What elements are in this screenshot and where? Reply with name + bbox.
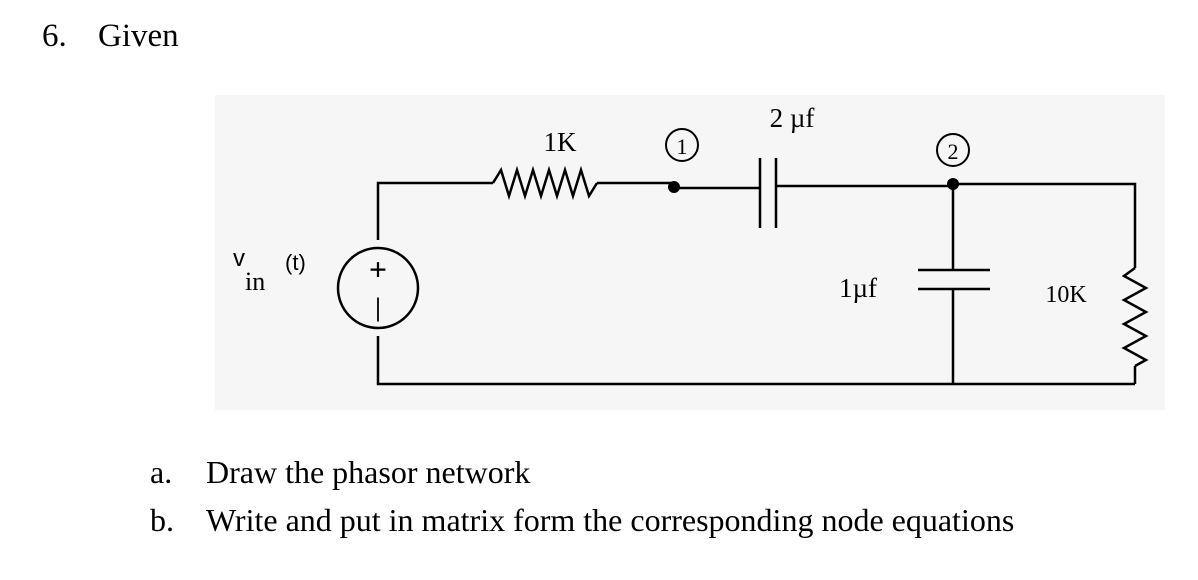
node1-junction	[668, 181, 680, 193]
part-b-letter: b.	[150, 502, 174, 538]
source-subscript: in	[245, 267, 266, 296]
node1-number: 1	[676, 134, 688, 159]
label-10k: 10K	[1045, 282, 1087, 308]
problem-title: Given	[98, 18, 179, 54]
question-parts	[150, 448, 1014, 544]
part-b-text: Write and put in matrix form the corresponding node equations	[206, 502, 1015, 538]
source-label: v	[233, 245, 245, 272]
node2-junction	[947, 178, 959, 190]
part-b	[150, 496, 1014, 544]
source-minus: |	[375, 293, 381, 322]
source-arg: (t)	[285, 250, 306, 275]
part-a-letter: a.	[150, 454, 173, 490]
problem-number: 6.	[42, 18, 67, 54]
label-1k: 1K	[543, 127, 577, 157]
label-2uf: 2 µf	[769, 103, 815, 133]
part-a	[150, 448, 1014, 496]
node2-number: 2	[947, 139, 959, 164]
source-plus: +	[368, 251, 388, 287]
part-a-text: Draw the phasor network	[206, 454, 531, 490]
label-1uf: 1µf	[838, 273, 878, 303]
